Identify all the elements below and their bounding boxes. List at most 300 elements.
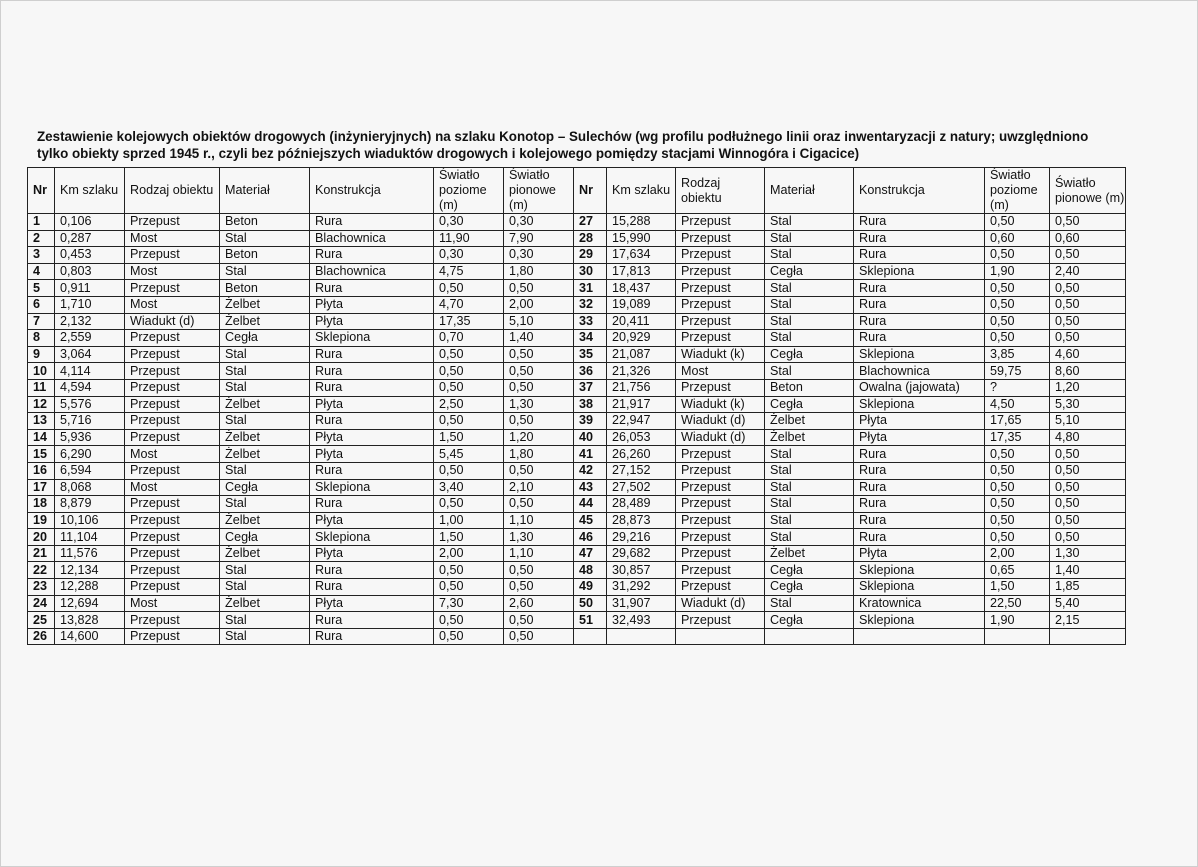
cell-horizontal: 0,50	[434, 612, 504, 629]
cell-km	[607, 628, 676, 645]
cell-vertical: 0,50	[504, 612, 574, 629]
cell-construction: Kratownica	[854, 595, 985, 612]
cell-material: Stal	[220, 379, 310, 396]
cell-nr: 18	[28, 496, 55, 513]
header-km: Km szlaku	[55, 168, 125, 214]
cell-nr: 17	[28, 479, 55, 496]
cell-material: Stal	[765, 529, 854, 546]
cell-type: Przepust	[676, 562, 765, 579]
cell-type: Most	[125, 296, 220, 313]
cell-construction: Płyta	[310, 446, 434, 463]
cell-nr: 21	[28, 545, 55, 562]
cell-vertical: 0,50	[504, 363, 574, 380]
cell-nr: 6	[28, 296, 55, 313]
cell-horizontal: 5,45	[434, 446, 504, 463]
cell-horizontal: 0,50	[985, 313, 1050, 330]
cell-horizontal: 1,50	[434, 529, 504, 546]
cell-type: Wiadukt (d)	[676, 413, 765, 430]
cell-horizontal: 0,60	[985, 230, 1050, 247]
cell-material: Stal	[220, 363, 310, 380]
table-row	[28, 313, 1126, 330]
cell-material: Beton	[765, 379, 854, 396]
header-horizontal: Światło poziome (m)	[434, 168, 504, 214]
cell-nr: 42	[574, 462, 607, 479]
cell-nr: 20	[28, 529, 55, 546]
cell-construction: Sklepiona	[310, 330, 434, 347]
cell-construction: Płyta	[854, 429, 985, 446]
cell-type: Przepust	[125, 379, 220, 396]
cell-km: 20,411	[607, 313, 676, 330]
cell-type: Wiadukt (k)	[676, 346, 765, 363]
cell-material: Cegła	[765, 579, 854, 596]
cell-construction: Płyta	[310, 313, 434, 330]
cell-construction: Rura	[310, 214, 434, 231]
cell-vertical: 0,50	[1050, 496, 1126, 513]
cell-type: Przepust	[125, 496, 220, 513]
header-nr: Nr	[574, 168, 607, 214]
cell-nr: 15	[28, 446, 55, 463]
cell-horizontal: 2,00	[985, 545, 1050, 562]
cell-nr: 11	[28, 379, 55, 396]
cell-nr: 4	[28, 263, 55, 280]
cell-construction: Rura	[854, 313, 985, 330]
cell-material: Stal	[765, 595, 854, 612]
table-row	[28, 628, 1126, 645]
cell-construction: Rura	[854, 247, 985, 264]
cell-construction: Sklepiona	[854, 612, 985, 629]
cell-horizontal: 0,50	[985, 330, 1050, 347]
cell-horizontal: 0,50	[985, 446, 1050, 463]
cell-type: Most	[125, 595, 220, 612]
cell-material: Stal	[220, 413, 310, 430]
cell-vertical: 1,20	[1050, 379, 1126, 396]
cell-km: 18,437	[607, 280, 676, 297]
cell-nr: 7	[28, 313, 55, 330]
table-row	[28, 230, 1126, 247]
cell-construction: Rura	[310, 612, 434, 629]
title-line-2: tylko obiekty sprzed 1945 r., czyli bez późniejszych wiaduktów drogowych i kolejowego pomiędzy stacjami Winnogóra i Cigacice)	[37, 146, 860, 161]
cell-vertical: 0,50	[1050, 462, 1126, 479]
cell-horizontal: 17,35	[434, 313, 504, 330]
cell-horizontal	[985, 628, 1050, 645]
cell-vertical: 1,40	[1050, 562, 1126, 579]
cell-km: 4,114	[55, 363, 125, 380]
cell-material: Beton	[220, 247, 310, 264]
cell-km: 11,576	[55, 545, 125, 562]
cell-material: Stal	[765, 496, 854, 513]
cell-nr: 50	[574, 595, 607, 612]
cell-vertical	[1050, 628, 1126, 645]
cell-material: Stal	[765, 446, 854, 463]
table-row	[28, 429, 1126, 446]
cell-horizontal: 0,50	[434, 413, 504, 430]
cell-horizontal: 0,50	[434, 579, 504, 596]
cell-type: Przepust	[676, 296, 765, 313]
cell-km: 20,929	[607, 330, 676, 347]
cell-horizontal: 2,00	[434, 545, 504, 562]
cell-nr: 30	[574, 263, 607, 280]
cell-km: 0,453	[55, 247, 125, 264]
cell-material: Żelbet	[220, 512, 310, 529]
cell-horizontal: 0,50	[985, 296, 1050, 313]
cell-nr: 35	[574, 346, 607, 363]
cell-vertical: 0,50	[504, 280, 574, 297]
cell-type: Przepust	[676, 330, 765, 347]
cell-construction: Rura	[854, 479, 985, 496]
cell-horizontal: 0,50	[434, 346, 504, 363]
cell-vertical: 0,50	[1050, 214, 1126, 231]
cell-material: Stal	[220, 496, 310, 513]
cell-km: 5,576	[55, 396, 125, 413]
cell-material: Stal	[765, 230, 854, 247]
cell-construction: Rura	[310, 628, 434, 645]
cell-vertical: 0,50	[504, 346, 574, 363]
cell-horizontal: 0,65	[985, 562, 1050, 579]
cell-type: Most	[125, 230, 220, 247]
cell-km: 19,089	[607, 296, 676, 313]
cell-type: Przepust	[676, 214, 765, 231]
cell-construction: Płyta	[310, 512, 434, 529]
cell-horizontal: 11,90	[434, 230, 504, 247]
cell-horizontal: 59,75	[985, 363, 1050, 380]
cell-material: Cegła	[765, 612, 854, 629]
cell-nr: 51	[574, 612, 607, 629]
cell-type: Przepust	[125, 529, 220, 546]
cell-construction: Płyta	[854, 545, 985, 562]
cell-nr: 8	[28, 330, 55, 347]
cell-vertical: 0,50	[1050, 479, 1126, 496]
cell-material: Żelbet	[220, 313, 310, 330]
cell-type: Przepust	[125, 346, 220, 363]
cell-km: 21,756	[607, 379, 676, 396]
cell-type: Przepust	[125, 545, 220, 562]
header-vertical: Światło pionowe (m)	[504, 168, 574, 214]
table-row	[28, 446, 1126, 463]
cell-vertical: 0,50	[504, 379, 574, 396]
cell-vertical: 4,80	[1050, 429, 1126, 446]
cell-km: 28,873	[607, 512, 676, 529]
cell-construction: Rura	[854, 230, 985, 247]
cell-material: Żelbet	[765, 429, 854, 446]
cell-horizontal: 0,50	[985, 247, 1050, 264]
cell-horizontal: 17,65	[985, 413, 1050, 430]
cell-vertical: 0,30	[504, 214, 574, 231]
title-line-1: Zestawienie kolejowych obiektów drogowych (inżynieryjnych) na szlaku Konotop – Sulechów (wg profilu podłużnego linii oraz inwentaryzacji z natury; uwzględniono	[37, 129, 1089, 144]
cell-type: Przepust	[125, 562, 220, 579]
cell-construction: Płyta	[310, 545, 434, 562]
cell-vertical: 4,60	[1050, 346, 1126, 363]
cell-km: 31,292	[607, 579, 676, 596]
cell-construction	[854, 628, 985, 645]
cell-construction: Rura	[310, 562, 434, 579]
cell-type	[676, 628, 765, 645]
cell-km: 27,152	[607, 462, 676, 479]
cell-km: 12,288	[55, 579, 125, 596]
cell-type: Przepust	[676, 545, 765, 562]
cell-material: Żelbet	[220, 296, 310, 313]
cell-km: 17,634	[607, 247, 676, 264]
cell-horizontal: 4,50	[985, 396, 1050, 413]
cell-construction: Rura	[854, 446, 985, 463]
table-row	[28, 595, 1126, 612]
table-row	[28, 263, 1126, 280]
cell-construction: Blachownica	[310, 263, 434, 280]
cell-material: Stal	[765, 330, 854, 347]
cell-material: Żelbet	[220, 396, 310, 413]
cell-construction: Sklepiona	[854, 396, 985, 413]
cell-horizontal: 0,50	[434, 379, 504, 396]
cell-type: Most	[676, 363, 765, 380]
header-horizontal: Światło poziome (m)	[985, 168, 1050, 214]
cell-km: 29,216	[607, 529, 676, 546]
cell-vertical: 5,30	[1050, 396, 1126, 413]
cell-construction: Rura	[854, 330, 985, 347]
cell-horizontal: 0,50	[434, 496, 504, 513]
cell-nr: 10	[28, 363, 55, 380]
cell-km: 2,559	[55, 330, 125, 347]
cell-km: 30,857	[607, 562, 676, 579]
cell-type: Wiadukt (d)	[125, 313, 220, 330]
cell-type: Przepust	[125, 628, 220, 645]
cell-vertical: 0,50	[504, 462, 574, 479]
cell-construction: Rura	[854, 529, 985, 546]
cell-type: Przepust	[676, 247, 765, 264]
table-row	[28, 479, 1126, 496]
cell-material: Stal	[220, 628, 310, 645]
table-row	[28, 496, 1126, 513]
cell-vertical: 0,30	[504, 247, 574, 264]
cell-nr	[574, 628, 607, 645]
cell-km: 26,053	[607, 429, 676, 446]
table-row	[28, 529, 1126, 546]
cell-horizontal: 0,50	[434, 363, 504, 380]
cell-type: Przepust	[676, 263, 765, 280]
cell-material: Stal	[220, 230, 310, 247]
cell-km: 21,326	[607, 363, 676, 380]
cell-nr: 23	[28, 579, 55, 596]
cell-type: Przepust	[676, 479, 765, 496]
cell-km: 21,917	[607, 396, 676, 413]
cell-km: 28,489	[607, 496, 676, 513]
cell-km: 12,134	[55, 562, 125, 579]
cell-material: Stal	[765, 462, 854, 479]
cell-type: Przepust	[125, 413, 220, 430]
cell-material: Stal	[220, 263, 310, 280]
cell-type: Most	[125, 263, 220, 280]
header-construction: Konstrukcja	[854, 168, 985, 214]
cell-material: Stal	[765, 296, 854, 313]
cell-material: Beton	[220, 280, 310, 297]
cell-construction: Rura	[854, 296, 985, 313]
cell-construction: Płyta	[310, 595, 434, 612]
table-row	[28, 379, 1126, 396]
cell-material: Stal	[765, 280, 854, 297]
cell-horizontal: 0,30	[434, 214, 504, 231]
cell-type: Przepust	[125, 247, 220, 264]
cell-nr: 14	[28, 429, 55, 446]
cell-km: 5,936	[55, 429, 125, 446]
cell-nr: 45	[574, 512, 607, 529]
header-vertical: Światło pionowe (m)	[1050, 168, 1126, 214]
cell-nr: 22	[28, 562, 55, 579]
cell-type: Wiadukt (d)	[676, 595, 765, 612]
cell-construction: Sklepiona	[854, 346, 985, 363]
cell-nr: 25	[28, 612, 55, 629]
cell-type: Przepust	[125, 612, 220, 629]
cell-vertical: 0,50	[504, 413, 574, 430]
header-material: Materiał	[220, 168, 310, 214]
cell-vertical: 1,30	[1050, 545, 1126, 562]
cell-material: Stal	[220, 462, 310, 479]
cell-km: 21,087	[607, 346, 676, 363]
cell-material: Stal	[220, 346, 310, 363]
cell-material: Cegła	[765, 396, 854, 413]
cell-km: 11,104	[55, 529, 125, 546]
cell-vertical: 2,10	[504, 479, 574, 496]
table-row	[28, 296, 1126, 313]
cell-vertical: 2,60	[504, 595, 574, 612]
cell-horizontal: 3,85	[985, 346, 1050, 363]
cell-horizontal: 1,50	[985, 579, 1050, 596]
cell-nr: 41	[574, 446, 607, 463]
cell-material: Cegła	[765, 346, 854, 363]
cell-material: Stal	[765, 512, 854, 529]
table-row	[28, 462, 1126, 479]
cell-construction: Rura	[854, 512, 985, 529]
cell-type: Wiadukt (d)	[676, 429, 765, 446]
cell-horizontal: 22,50	[985, 595, 1050, 612]
cell-construction: Sklepiona	[854, 562, 985, 579]
cell-type: Przepust	[125, 330, 220, 347]
cell-km: 26,260	[607, 446, 676, 463]
cell-horizontal: 0,50	[985, 496, 1050, 513]
cell-nr: 3	[28, 247, 55, 264]
cell-type: Przepust	[125, 214, 220, 231]
header-row	[28, 168, 1126, 214]
cell-construction: Płyta	[310, 429, 434, 446]
cell-vertical: 0,50	[1050, 296, 1126, 313]
cell-construction: Rura	[310, 280, 434, 297]
cell-vertical: 0,50	[1050, 280, 1126, 297]
cell-construction: Sklepiona	[854, 579, 985, 596]
cell-nr: 40	[574, 429, 607, 446]
cell-km: 10,106	[55, 512, 125, 529]
cell-horizontal: 1,90	[985, 263, 1050, 280]
cell-construction: Płyta	[310, 296, 434, 313]
cell-horizontal: 0,50	[434, 562, 504, 579]
cell-vertical: 0,50	[1050, 313, 1126, 330]
cell-nr: 12	[28, 396, 55, 413]
cell-type: Przepust	[676, 579, 765, 596]
cell-nr: 16	[28, 462, 55, 479]
cell-vertical: 1,10	[504, 512, 574, 529]
cell-type: Przepust	[676, 512, 765, 529]
cell-material: Żelbet	[765, 545, 854, 562]
cell-nr: 27	[574, 214, 607, 231]
cell-material: Cegła	[220, 479, 310, 496]
cell-construction: Rura	[310, 579, 434, 596]
cell-type: Przepust	[125, 429, 220, 446]
header-material: Materiał	[765, 168, 854, 214]
cell-km: 31,907	[607, 595, 676, 612]
cell-vertical: 1,20	[504, 429, 574, 446]
cell-construction: Rura	[310, 462, 434, 479]
table-row	[28, 247, 1126, 264]
cell-km: 1,710	[55, 296, 125, 313]
header-km: Km szlaku	[607, 168, 676, 214]
cell-construction: Sklepiona	[854, 263, 985, 280]
table-row	[28, 330, 1126, 347]
cell-km: 0,803	[55, 263, 125, 280]
cell-vertical: 0,50	[504, 562, 574, 579]
cell-km: 0,911	[55, 280, 125, 297]
cell-km: 5,716	[55, 413, 125, 430]
cell-vertical: 0,50	[504, 496, 574, 513]
cell-nr: 39	[574, 413, 607, 430]
cell-horizontal: 0,30	[434, 247, 504, 264]
cell-material: Cegła	[765, 562, 854, 579]
table-row	[28, 512, 1126, 529]
cell-material: Żelbet	[220, 595, 310, 612]
cell-km: 32,493	[607, 612, 676, 629]
cell-type: Przepust	[676, 446, 765, 463]
cell-km: 15,288	[607, 214, 676, 231]
cell-construction: Rura	[854, 214, 985, 231]
cell-type: Most	[125, 479, 220, 496]
cell-nr: 28	[574, 230, 607, 247]
cell-km: 4,594	[55, 379, 125, 396]
cell-material: Stal	[765, 363, 854, 380]
cell-material: Cegła	[220, 529, 310, 546]
cell-horizontal: ?	[985, 379, 1050, 396]
cell-horizontal: 1,90	[985, 612, 1050, 629]
cell-construction: Rura	[310, 346, 434, 363]
cell-nr: 24	[28, 595, 55, 612]
cell-material: Stal	[765, 247, 854, 264]
cell-material: Cegła	[220, 330, 310, 347]
cell-vertical: 1,30	[504, 529, 574, 546]
cell-type: Przepust	[676, 313, 765, 330]
cell-vertical: 7,90	[504, 230, 574, 247]
cell-horizontal: 0,50	[434, 462, 504, 479]
cell-km: 3,064	[55, 346, 125, 363]
cell-km: 15,990	[607, 230, 676, 247]
cell-km: 2,132	[55, 313, 125, 330]
cell-horizontal: 0,50	[434, 280, 504, 297]
cell-material: Żelbet	[220, 446, 310, 463]
cell-nr: 47	[574, 545, 607, 562]
cell-vertical: 5,40	[1050, 595, 1126, 612]
cell-horizontal: 7,30	[434, 595, 504, 612]
cell-nr: 9	[28, 346, 55, 363]
cell-nr: 49	[574, 579, 607, 596]
cell-km: 0,287	[55, 230, 125, 247]
cell-type: Przepust	[125, 396, 220, 413]
cell-type: Przepust	[676, 496, 765, 513]
cell-km: 8,068	[55, 479, 125, 496]
cell-nr: 32	[574, 296, 607, 313]
cell-nr: 29	[574, 247, 607, 264]
cell-material: Stal	[220, 562, 310, 579]
cell-type: Wiadukt (k)	[676, 396, 765, 413]
cell-nr: 36	[574, 363, 607, 380]
cell-nr: 5	[28, 280, 55, 297]
cell-construction: Sklepiona	[310, 529, 434, 546]
cell-construction: Rura	[310, 363, 434, 380]
cell-nr: 43	[574, 479, 607, 496]
cell-material: Stal	[765, 313, 854, 330]
cell-material: Żelbet	[765, 413, 854, 430]
